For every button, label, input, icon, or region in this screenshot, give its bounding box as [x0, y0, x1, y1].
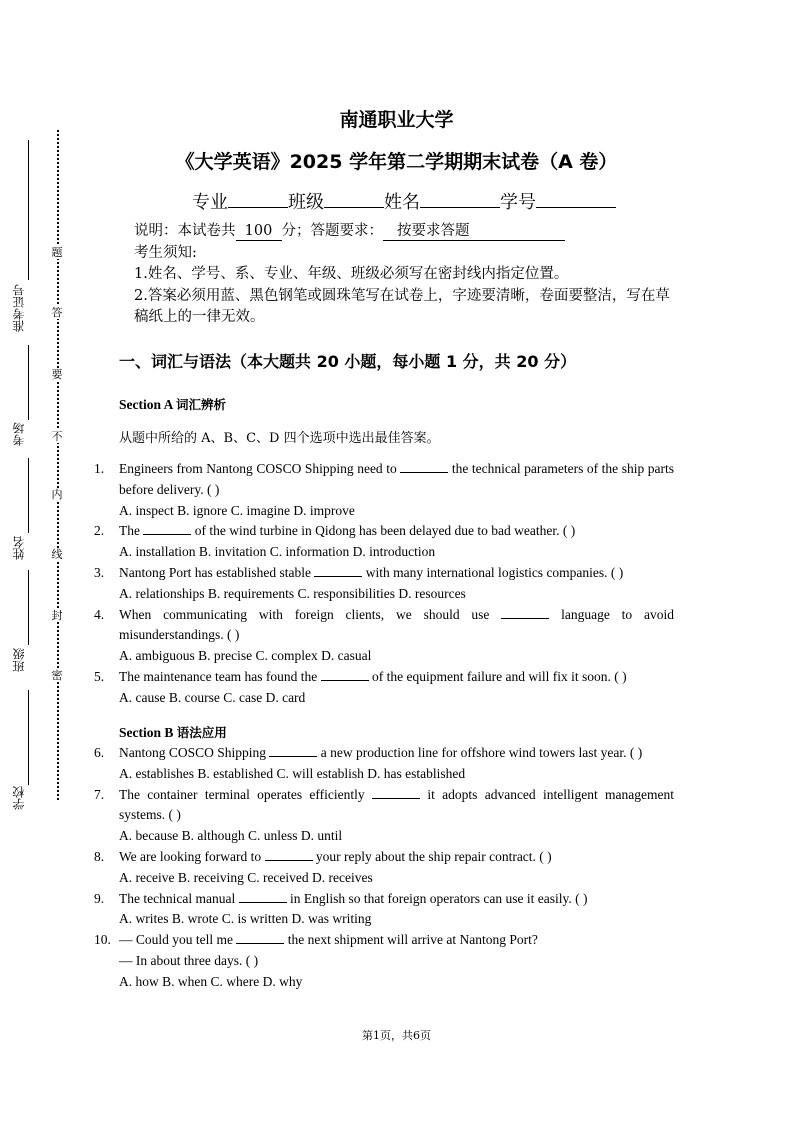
class-blank[interactable]	[324, 189, 384, 208]
question-options: A. ambiguous B. precise C. complex D. casual	[119, 648, 372, 664]
answer-blank[interactable]	[143, 522, 191, 535]
question	[94, 743, 674, 785]
student-id-blank[interactable]	[536, 189, 616, 208]
school-label: 学校	[12, 786, 26, 810]
answer-blank[interactable]	[265, 848, 313, 861]
total-score: 100	[236, 223, 282, 241]
question	[94, 605, 674, 667]
question-stem-end: it adopts advanced intelligent management systems. ( )	[119, 786, 675, 823]
notice-item-2: 2.答案必须用蓝、黑色钢笔或圆珠笔写在试卷上，字迹要清晰，卷面要整洁，写在草稿纸上的一律无效。	[134, 287, 670, 325]
score-line	[134, 221, 674, 243]
question-number: 3.	[94, 564, 105, 580]
question-stem: The	[119, 523, 140, 539]
exam-title: 《大学英语》2025 学年第二学期期末试卷（A 卷）	[175, 151, 618, 173]
question	[94, 521, 674, 563]
question-number: 6.	[94, 745, 105, 760]
seal-word: 封	[48, 609, 66, 622]
question	[94, 785, 674, 847]
answer-blank[interactable]	[239, 890, 287, 903]
seal-word: 线	[48, 548, 66, 561]
university-title: 南通职业大学	[339, 109, 454, 131]
question-stem-end: of the wind turbine in Qidong has been delayed due to bad weather. ( )	[194, 523, 576, 539]
notice-item-1: 1.姓名、学号、系、专业、年级、班级必须写在密封线内指定位置。	[134, 266, 569, 282]
question	[94, 667, 674, 709]
question-stem-end: of the equipment failure and will fix it soon. ( )	[372, 668, 627, 684]
instructions-prefix: 说明：本试卷共	[134, 223, 236, 239]
seal-word: 内	[48, 488, 66, 501]
question	[94, 563, 674, 605]
section-a-en: Section A	[119, 397, 173, 412]
seal-word: 密	[48, 669, 66, 682]
question-stem: The technical manual	[119, 890, 236, 906]
question-number: 4.	[94, 606, 105, 622]
section-b-en: Section B	[119, 725, 174, 740]
section-b-cn: 语法应用	[176, 725, 227, 740]
question-options: A. installation B. invitation C. information D. introduction	[119, 544, 436, 560]
seal-word: 答	[48, 306, 66, 319]
question-stem-end: the next shipment will arrive at Nantong Port?	[287, 932, 538, 948]
answer-blank[interactable]	[372, 786, 420, 799]
question	[94, 889, 674, 931]
class-label: 班级	[12, 648, 26, 672]
question-options: A. because B. although C. unless D. until	[119, 828, 343, 844]
question-stem: The container terminal operates efficiently	[119, 786, 365, 802]
name-field-line[interactable]	[28, 458, 29, 533]
exam-room-label: 考场	[12, 422, 26, 446]
question-stem: We are looking forward to	[119, 848, 262, 864]
question-options: A. receive B. receiving C. received D. receives	[119, 869, 373, 885]
question-stem: Engineers from Nantong COSCO Shipping need to	[119, 461, 397, 476]
question-number: 1.	[94, 461, 105, 476]
question-stem: When communicating with foreign clients, we should use	[119, 606, 490, 622]
seal-word: 要	[48, 368, 66, 381]
name-blank[interactable]	[420, 189, 500, 208]
section-b-title	[119, 723, 227, 741]
question-stem-end: with many international logistics companies. ( )	[365, 564, 624, 580]
school-field-line[interactable]	[28, 690, 29, 785]
question-options: A. establishes B. established C. will establish D. has established	[119, 765, 466, 781]
answer-blank[interactable]	[236, 931, 284, 944]
section-b-questions	[94, 743, 674, 993]
question-stem: — Could you tell me	[119, 932, 233, 948]
question-stem: The maintenance team has found the	[119, 668, 318, 684]
part-one-title: 一、词汇与语法（本大题共 20 小题，每小题 1 分，共 20 分）	[119, 352, 577, 371]
student-id-label: 学号	[500, 192, 536, 213]
question-options: A. writes B. wrote C. is written D. was writing	[119, 911, 372, 927]
instructions	[134, 221, 674, 329]
notice-title: 考生须知:	[134, 244, 197, 261]
question-stem-end: the technical parameters of the ship parts before delivery. ( )	[119, 461, 674, 497]
major-blank[interactable]	[228, 189, 288, 208]
seal-dotted-line	[57, 130, 59, 800]
section-a-cn: 词汇辨析	[176, 397, 227, 412]
question-number: 7.	[94, 786, 105, 802]
question-options: A. relationships B. requirements C. responsibilities D. resources	[119, 585, 466, 601]
seal-word: 不	[48, 430, 66, 443]
question-number: 10.	[94, 932, 111, 948]
question-options: A. how B. when C. where D. why	[119, 973, 303, 989]
major-label: 专业	[192, 192, 228, 213]
question-stem: Nantong Port has established stable	[119, 564, 311, 580]
class-field-line[interactable]	[28, 570, 29, 645]
question-options: A. inspect B. ignore C. imagine D. improve	[119, 502, 355, 518]
question-stem-end: language to avoid misunderstandings. ( )	[119, 606, 675, 643]
student-info-row	[192, 188, 616, 214]
question-number: 5.	[94, 668, 105, 684]
question-number: 2.	[94, 523, 105, 539]
question	[94, 459, 674, 521]
question-options: A. cause B. course C. case D. card	[119, 689, 306, 705]
directions: 从题中所给的 A、B、C、D 四个选项中选出最佳答案。	[119, 431, 440, 446]
section-a-questions	[94, 459, 674, 709]
answer-requirement: 按要求答题	[383, 223, 565, 241]
exam-number-label: 准考证号	[12, 284, 26, 332]
question-stem: Nantong COSCO Shipping	[119, 745, 267, 760]
answer-blank[interactable]	[400, 460, 448, 473]
question-stem-end: your reply about the ship repair contract. ( )	[315, 848, 552, 864]
dialogue-reply: — In about three days. ( )	[119, 952, 259, 968]
question-stem-end: in English so that foreign operators can use it easily. ( )	[289, 890, 588, 906]
name-label: 姓名	[12, 536, 26, 560]
question-stem-end: a new production line for offshore wind towers last year. ( )	[320, 745, 643, 760]
instructions-mid: 分；答题要求：	[281, 223, 383, 239]
seal-word: 题	[48, 246, 66, 259]
question	[94, 847, 674, 889]
name-field-label: 姓名	[384, 192, 420, 213]
answer-blank[interactable]	[314, 564, 362, 577]
answer-blank[interactable]	[501, 606, 549, 619]
question-number: 8.	[94, 848, 105, 864]
page-footer: 第1页，共6页	[362, 1029, 431, 1042]
question-number: 9.	[94, 890, 105, 906]
section-a-title	[119, 395, 226, 413]
answer-blank[interactable]	[321, 668, 369, 681]
question	[94, 930, 674, 992]
room-field-line[interactable]	[28, 345, 29, 420]
class-field-label: 班级	[288, 192, 324, 213]
answer-blank[interactable]	[269, 744, 317, 757]
